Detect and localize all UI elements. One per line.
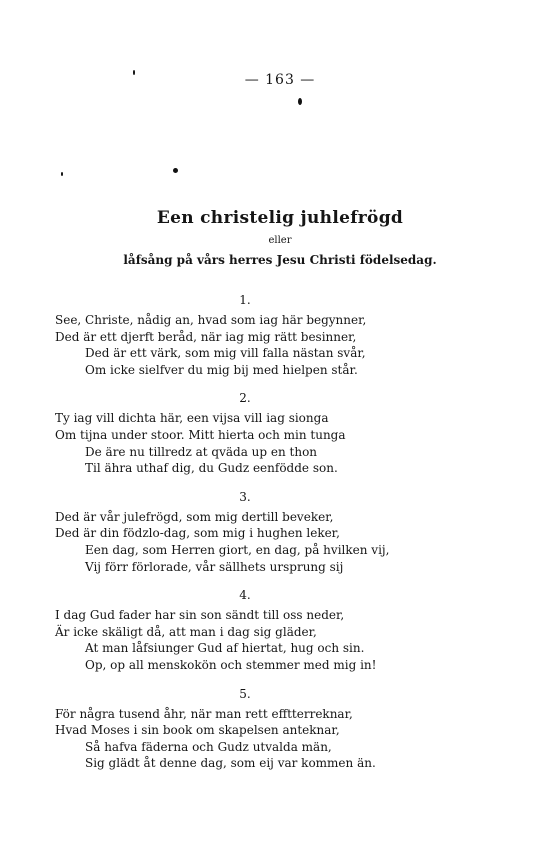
verse-line: Ded är ett djerft beråd, när iag mig rätt besinner, [55, 329, 357, 344]
verse-line: Är icke skäligt då, att man i dag sig gläder, [55, 624, 317, 639]
verse-line: Een dag, som Herren giort, en dag, på hvilken vij, [85, 542, 390, 557]
verse-line: Hvad Moses i sin book om skapelsen anteknar, [55, 723, 340, 738]
verse-line: För några tusend åhr, när man rett efftterreknar, [55, 706, 353, 721]
verse-line: Om tijna under stoor. Mitt hierta och min tunga [55, 427, 346, 442]
verse-line: De äre nu tillredz at qväda up en thon [85, 444, 318, 459]
stanza-number: 3. [239, 489, 251, 504]
stanza [55, 288, 435, 378]
poem-subtitle: låfsång på vårs herres Jesu Christi födelsedag. [123, 253, 437, 267]
stanza-number: 5. [239, 686, 251, 701]
verse-line: Sig glädt åt denne dag, som eij var kommen än. [85, 756, 376, 771]
verse-line: Til ähra uthaf dig, du Gudz eenfödde son. [85, 461, 338, 476]
poem-body [55, 288, 435, 780]
verse-line: I dag Gud fader har sin son sändt till oss neder, [55, 608, 345, 623]
verse-line: Om icke sielfver du mig bij med hielpen står. [85, 362, 358, 377]
poem-title: Een christelig juhlefrögd [156, 208, 404, 228]
ink-speck [173, 168, 178, 173]
stanza-number: 2. [239, 391, 251, 406]
verse-line: At man låfsiunger Gud af hiertat, hug och sin. [85, 641, 365, 656]
stanza [55, 386, 435, 476]
stanza-number: 1. [239, 293, 251, 307]
subtitle-conjunction: eller [268, 235, 292, 246]
ink-speck [298, 98, 302, 105]
ink-speck [61, 172, 63, 176]
stanza-number: 4. [239, 588, 251, 603]
verse-line: See, Christe, nådig an, hvad som iag här begynner, [55, 313, 367, 327]
title-block [0, 208, 560, 267]
verse-line: Ded är din födzlo-dag, som mig i hughen leker, [55, 526, 340, 541]
verse-line: Ded är vår julefrögd, som mig dertill beveker, [55, 509, 334, 524]
stanza [55, 485, 435, 575]
stanza [55, 583, 435, 673]
ink-speck [133, 70, 135, 75]
verse-line: Så hafva fäderna och Gudz utvalda män, [85, 739, 332, 754]
page-number: — 163 — [244, 72, 316, 88]
verse-line: Ty iag vill dichta här, een vijsa vill iag sionga [55, 411, 329, 426]
verse-line: Ded är ett värk, som mig vill falla nästan svår, [85, 346, 366, 361]
verse-line: Op, op all menskokön och stemmer med mig in! [85, 657, 377, 672]
verse-line: Vij förr förlorade, vår sällhets ursprung sij [85, 559, 344, 574]
stanza [55, 682, 435, 772]
